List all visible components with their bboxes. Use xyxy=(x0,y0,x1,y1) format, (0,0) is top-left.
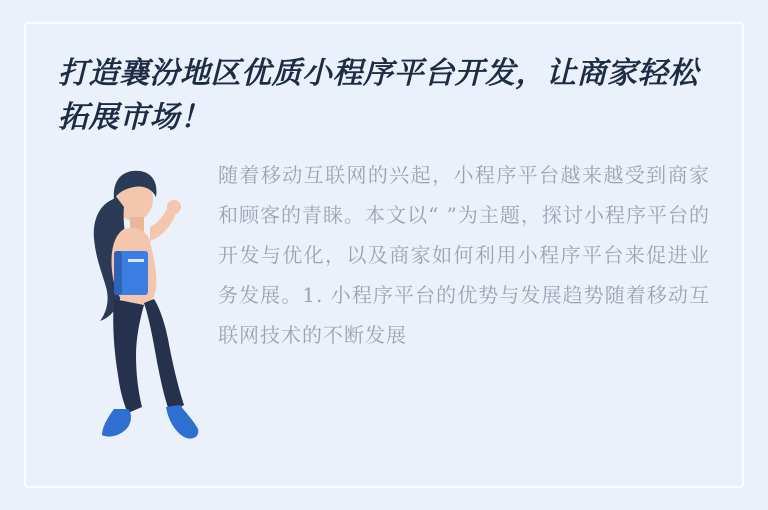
page-title: 打造襄汾地区优质小程序平台开发，让商家轻松拓展市场！ xyxy=(58,56,699,135)
article-text: 随着移动互联网的兴起，小程序平台越来越受到商家和顾客的青睐。本文以“ ”为主题，探讨小程序平台的开发与优化，以及商家如何利用小程序平台来促进业务发展。1. 小程序平台的优势与发展趋势随着移动互联网技术的不断发展 xyxy=(218,163,710,347)
article-body-area xyxy=(58,155,710,455)
card-content xyxy=(24,22,744,488)
woman-walking-with-book-icon xyxy=(58,155,208,455)
